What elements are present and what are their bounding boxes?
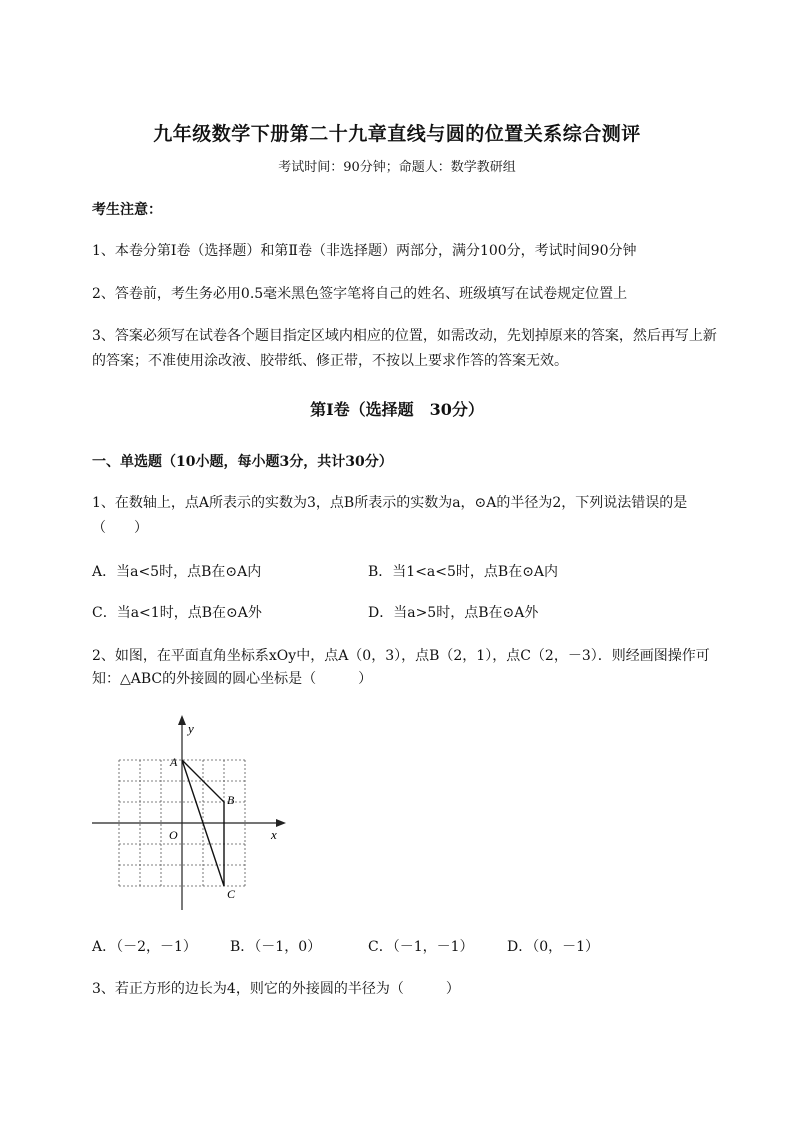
page-title: 九年级数学下册第二十九章直线与圆的位置关系综合测评 — [153, 123, 641, 145]
x-axis-label: x — [271, 827, 277, 842]
q2-option-a: A．（－2，－1） — [92, 939, 197, 955]
q2-option-c: C．（－1，－1） — [368, 939, 474, 955]
notice-heading: 考生注意： — [92, 202, 162, 218]
notice-item-1: 1、本卷分第I卷（选择题）和第Ⅱ卷（非选择题）两部分，满分100分，考试时间90分钟 — [92, 243, 637, 259]
section-title: 第I卷（选择题 30分） — [310, 400, 484, 419]
part-heading: 一、单选题（10小题，每小题3分，共计30分） — [92, 454, 393, 470]
point-a-label: A — [170, 755, 178, 769]
notice-item-3-cont: 的答案；不准使用涂改液、胶带纸、修正带，不按以上要求作答的答案无效。 — [92, 353, 568, 369]
point-b-label: B — [227, 793, 235, 807]
x-axis-arrow — [276, 819, 286, 827]
y-axis-label: y — [188, 721, 194, 736]
origin-label: O — [169, 828, 178, 842]
q1-option-b: B．当1<a<5时，点B在⊙A内 — [368, 564, 559, 580]
q3-stem: 3、若正方形的边长为4，则它的外接圆的半径为（ ） — [92, 981, 460, 997]
exam-info: 考试时间：90分钟；命题人：数学教研组 — [278, 160, 516, 175]
q2-stem-cont: 知：△ABC的外接圆的圆心坐标是（ ） — [92, 671, 373, 687]
q1-option-d: D．当a>5时，点B在⊙A外 — [368, 605, 539, 621]
notice-item-2: 2、答卷前，考生务必用0.5毫米黑色签字笔将自己的姓名、班级填写在试卷规定位置上 — [92, 286, 628, 302]
q1-option-c: C．当a<1时，点B在⊙A外 — [92, 605, 262, 621]
q1-stem: 1、在数轴上，点A所表示的实数为3，点B所表示的实数为a，⊙A的半径为2，下列说法错误的是 — [92, 495, 688, 511]
q2-option-d: D．（0，－1） — [507, 939, 600, 955]
q2-option-b: B．（－1，0） — [230, 939, 322, 955]
q1-blank: （ ） — [92, 520, 148, 536]
point-c-label: C — [227, 887, 236, 901]
y-axis-arrow — [178, 715, 186, 725]
q2-stem: 2、如图，在平面直角坐标系xOy中，点A（0，3），点B（2，1），点C（2，－3）．则经画图操作可 — [92, 648, 710, 664]
coordinate-figure — [88, 712, 298, 917]
q1-option-a: A．当a<5时，点B在⊙A内 — [92, 564, 262, 580]
notice-item-3: 3、答案必须写在试卷各个题目指定区域内相应的位置，如需改动，先划掉原来的答案，然后再写上新 — [92, 328, 717, 344]
